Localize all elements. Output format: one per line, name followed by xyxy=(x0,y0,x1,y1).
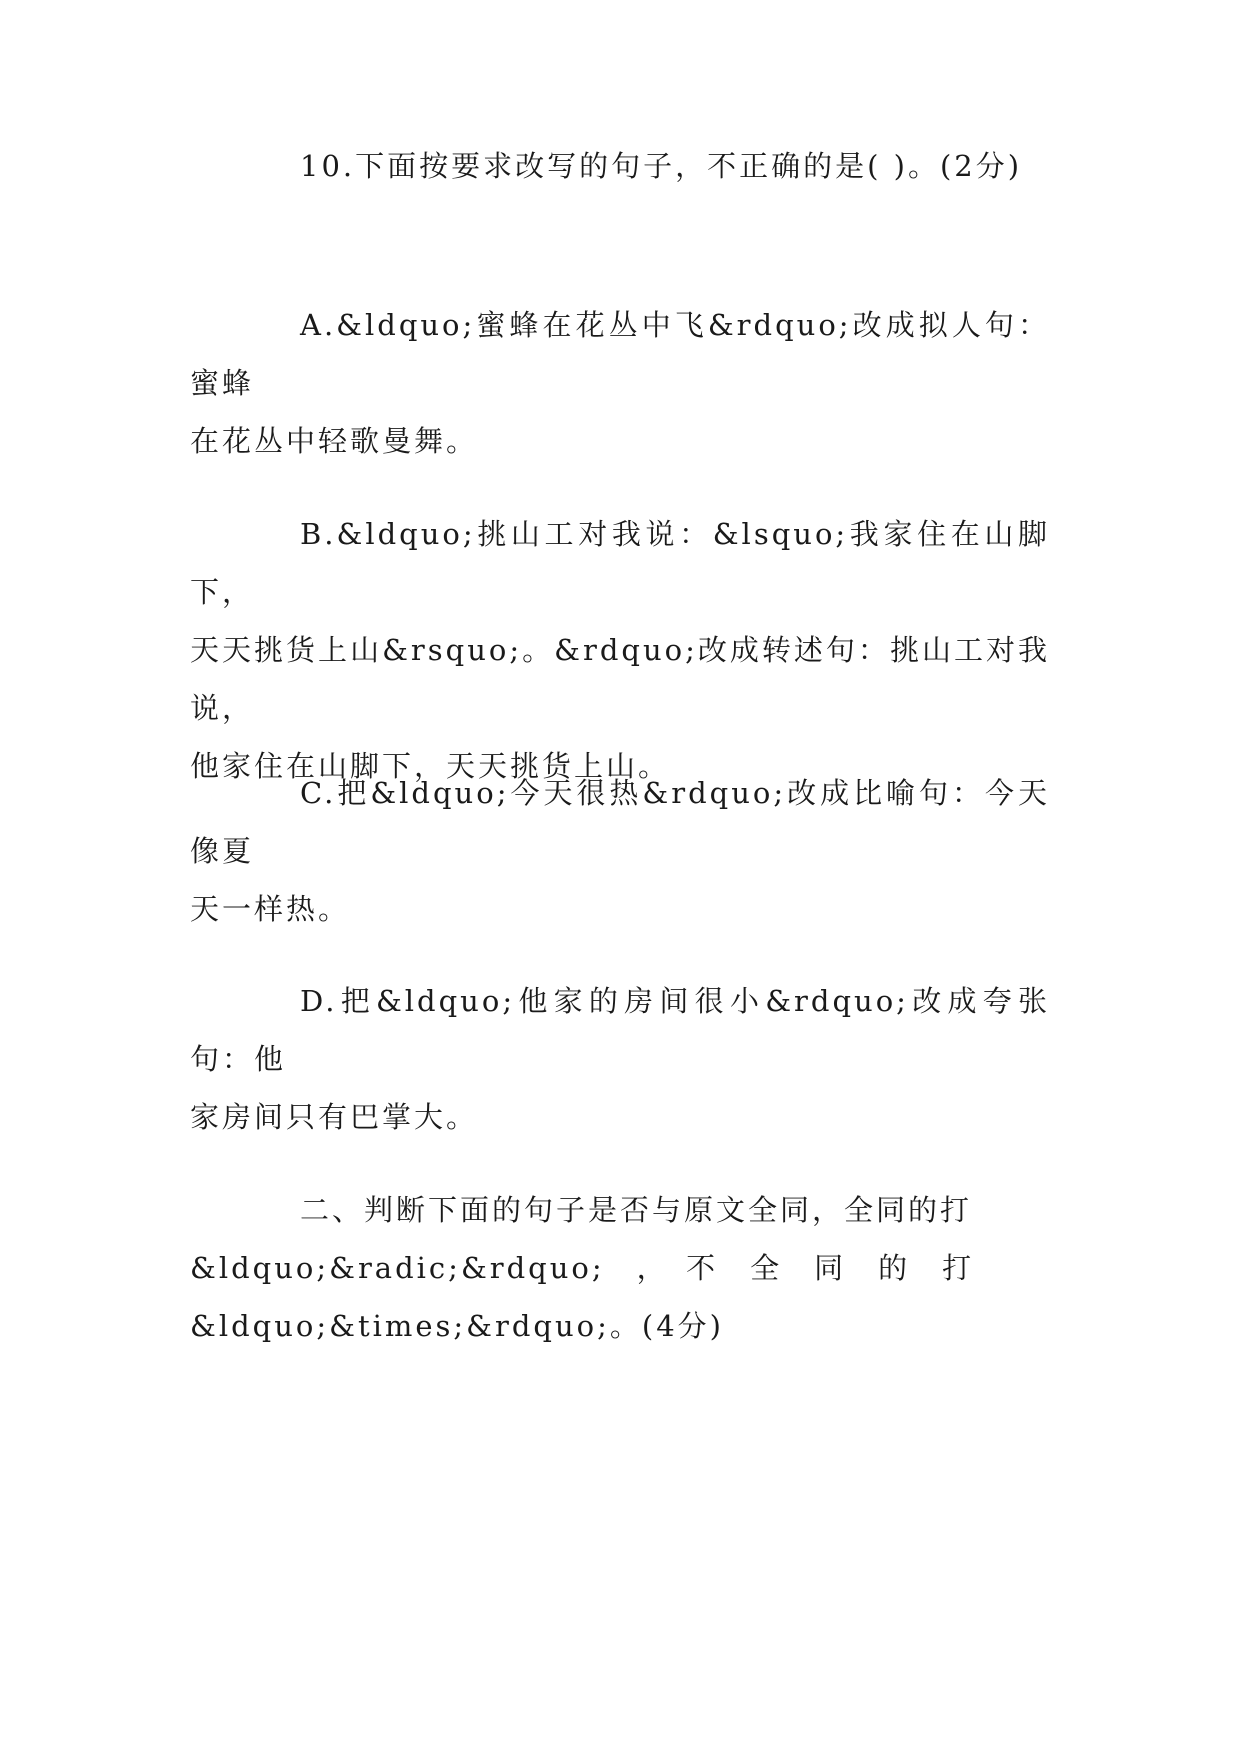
option-d xyxy=(190,972,1050,1146)
option-b-line-1: B.&ldquo;挑山工对我说：&lsquo;我家住在山脚下， xyxy=(190,517,1050,609)
question-10-text: 10.下面按要求改写的句子，不正确的是( )。(2分) xyxy=(300,149,1023,183)
section-2-instructions xyxy=(190,1181,1050,1355)
option-d-line-1: D.把&ldquo;他家的房间很小&rdquo;改成夸张句：他 xyxy=(190,984,1050,1076)
option-a-line-1: A.&ldquo;蜜蜂在花丛中飞&rdquo;改成拟人句：蜜蜂 xyxy=(190,308,1050,400)
section-2-line-3: &ldquo;&times;&rdquo;。(4分) xyxy=(190,1309,724,1343)
option-c xyxy=(190,764,1050,938)
section-2-line-1: 二、判断下面的句子是否与原文全同，全同的打 xyxy=(300,1193,973,1227)
option-b-line-2: 天天挑货上山&rsquo;。&rdquo;改成转述句：挑山工对我说， xyxy=(190,633,1050,725)
option-b xyxy=(190,505,1050,795)
option-c-line-1: C.把&ldquo;今天很热&rdquo;改成比喻句：今天像夏 xyxy=(190,776,1050,868)
option-c-line-2: 天一样热。 xyxy=(190,892,351,926)
option-d-line-2: 家房间只有巴掌大。 xyxy=(190,1100,479,1134)
option-b-line-3: 他家住在山脚下，天天挑货上山。 xyxy=(190,749,671,783)
question-10-stem xyxy=(190,137,1050,195)
option-a xyxy=(190,296,1050,470)
section-2-line-2: &ldquo;&radic;&rdquo; ， 不 全 同 的 打 xyxy=(190,1251,975,1285)
option-a-line-2: 在花丛中轻歌曼舞。 xyxy=(190,424,479,458)
